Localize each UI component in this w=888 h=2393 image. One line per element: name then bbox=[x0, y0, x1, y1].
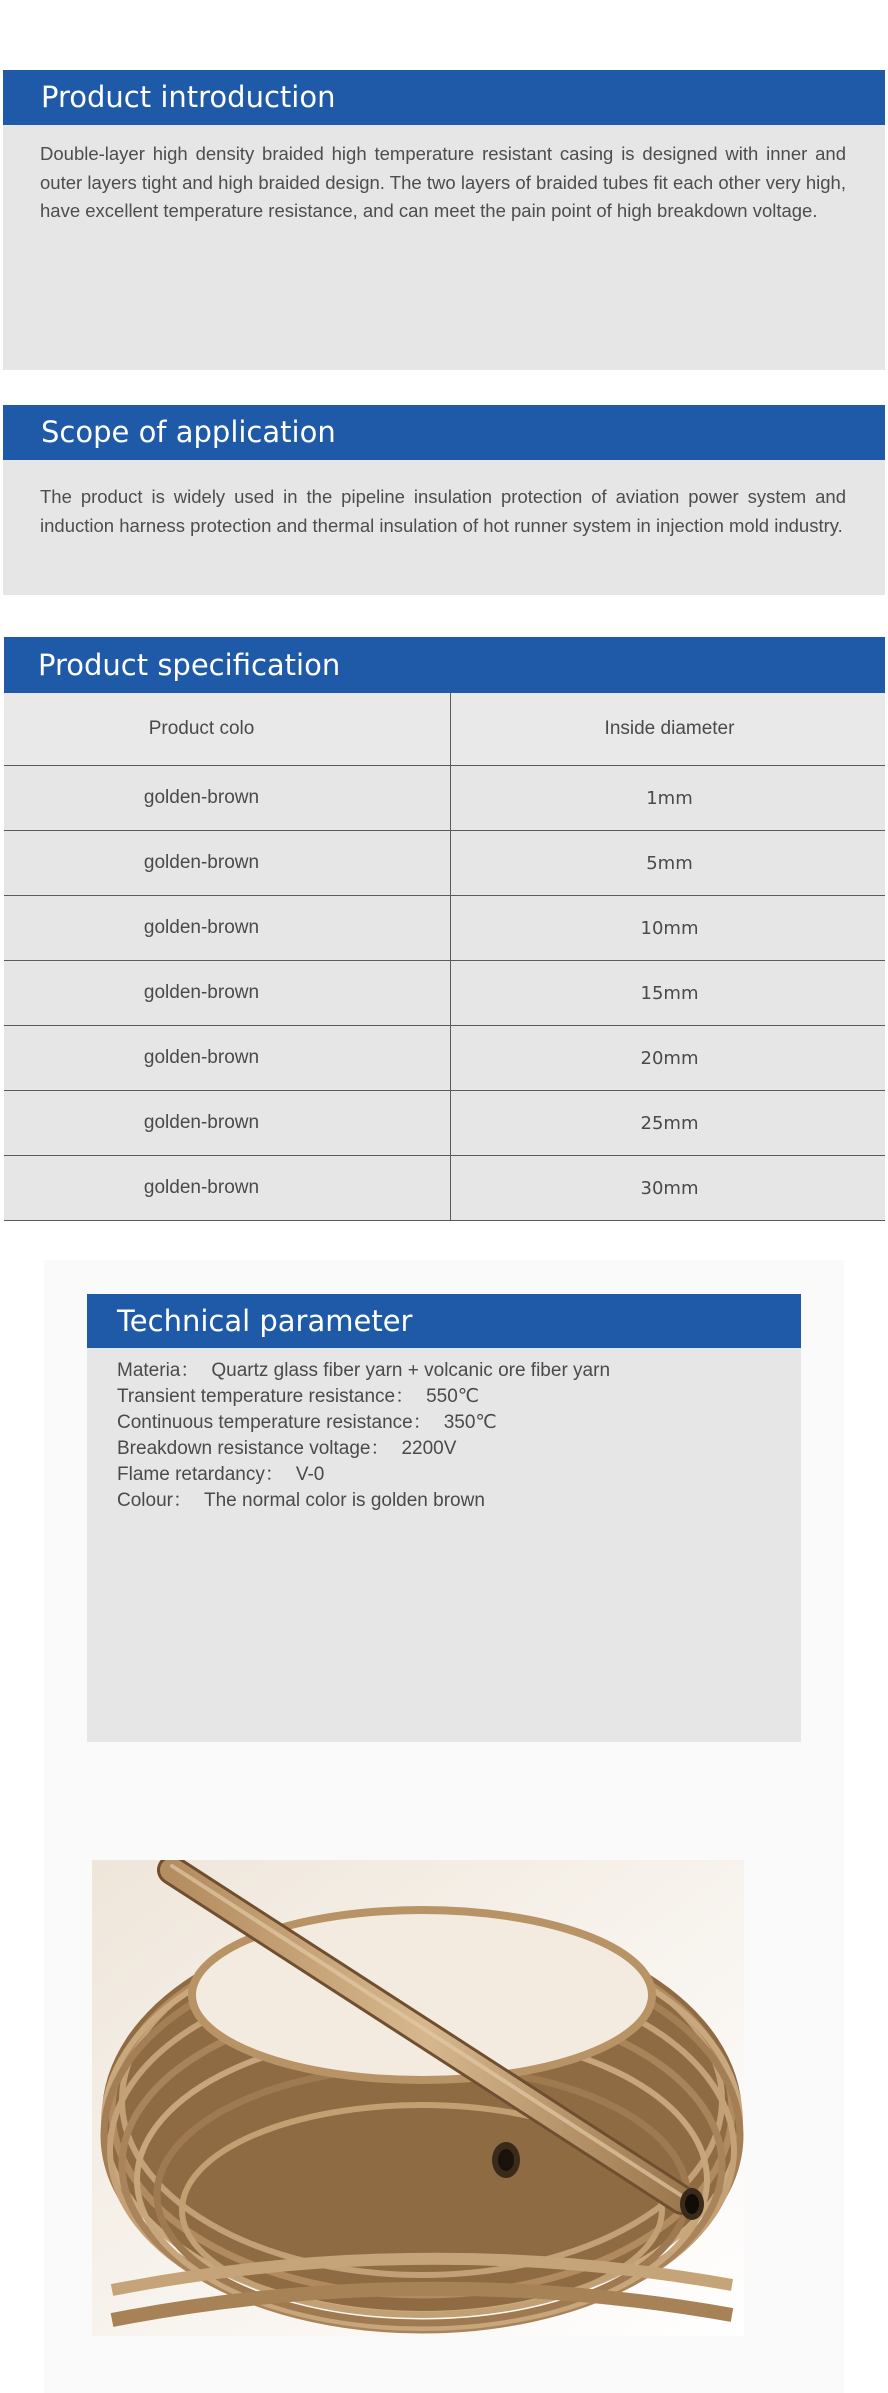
spec-diameter-cell: 20mm bbox=[640, 1047, 699, 1069]
tech-label: Continuous temperature resistance： bbox=[117, 1412, 432, 1433]
spec-color-cell: golden-brown bbox=[143, 917, 260, 938]
tech-value: V-0 bbox=[295, 1464, 325, 1485]
spec-header-row bbox=[4, 693, 885, 766]
intro-title: Product introduction bbox=[3, 70, 885, 125]
tech-value: 350℃ bbox=[443, 1412, 497, 1433]
spec-diameter-cell: 30mm bbox=[640, 1177, 699, 1199]
spec-header-diameter: Inside diameter bbox=[604, 718, 735, 739]
spec-diameter-cell: 25mm bbox=[640, 1112, 699, 1134]
spec-diameter-cell: 5mm bbox=[646, 852, 693, 874]
tech-label: Flame retardancy： bbox=[117, 1464, 284, 1485]
table-row bbox=[4, 1156, 885, 1221]
scope-text: The product is widely used in the pipeline insulation protection of aviation power system and induction harness protection and thermal insulation of hot runner system in injection mold industry. bbox=[40, 486, 846, 536]
tech-value: 2200V bbox=[401, 1438, 457, 1459]
spec-color-cell: golden-brown bbox=[143, 982, 260, 1003]
spec-color-cell: golden-brown bbox=[143, 1047, 260, 1068]
scope-title: Scope of application bbox=[3, 405, 885, 460]
tech-item bbox=[117, 1384, 610, 1410]
table-row bbox=[4, 766, 885, 831]
spec-title: Product specification bbox=[4, 637, 885, 693]
tech-label: Colour： bbox=[117, 1490, 192, 1511]
tech-label: Breakdown resistance voltage： bbox=[117, 1438, 390, 1459]
tech-item bbox=[117, 1410, 610, 1436]
braided-sleeve-coil-photo bbox=[92, 1860, 744, 2336]
table-row bbox=[4, 961, 885, 1026]
table-row bbox=[4, 1026, 885, 1091]
tech-label: Materia： bbox=[117, 1360, 200, 1381]
spec-color-cell: golden-brown bbox=[143, 1112, 260, 1133]
tech-item bbox=[117, 1462, 610, 1488]
tech-value: 550℃ bbox=[426, 1386, 480, 1407]
table-row bbox=[4, 1091, 885, 1156]
spec-diameter-cell: 15mm bbox=[640, 982, 699, 1004]
spec-column-divider bbox=[450, 693, 451, 1220]
spec-diameter-cell: 10mm bbox=[640, 917, 699, 939]
spec-header-color: Product colo bbox=[148, 718, 255, 739]
tech-list bbox=[117, 1358, 610, 1514]
tech-label: Transient temperature resistance： bbox=[117, 1386, 415, 1407]
intro-text: Double-layer high density braided high temperature resistant casing is designed with inner and outer layers tight and high braided design. The two layers of braided tubes fit each other very high, have excellent temperature resistance, and can meet the pain point of high breakdown voltage. bbox=[40, 143, 846, 221]
tech-value: Quartz glass fiber yarn + volcanic ore fiber yarn bbox=[211, 1360, 611, 1381]
table-row bbox=[4, 896, 885, 961]
tech-item bbox=[117, 1488, 610, 1514]
tech-value: The normal color is golden brown bbox=[203, 1490, 485, 1511]
spec-color-cell: golden-brown bbox=[143, 852, 260, 873]
tech-item bbox=[117, 1358, 610, 1384]
tech-item bbox=[117, 1436, 610, 1462]
spec-color-cell: golden-brown bbox=[143, 1177, 260, 1198]
spec-diameter-cell: 1mm bbox=[646, 787, 693, 809]
spec-color-cell: golden-brown bbox=[143, 787, 260, 808]
table-row bbox=[4, 831, 885, 896]
tech-title: Technical parameter bbox=[87, 1294, 801, 1348]
